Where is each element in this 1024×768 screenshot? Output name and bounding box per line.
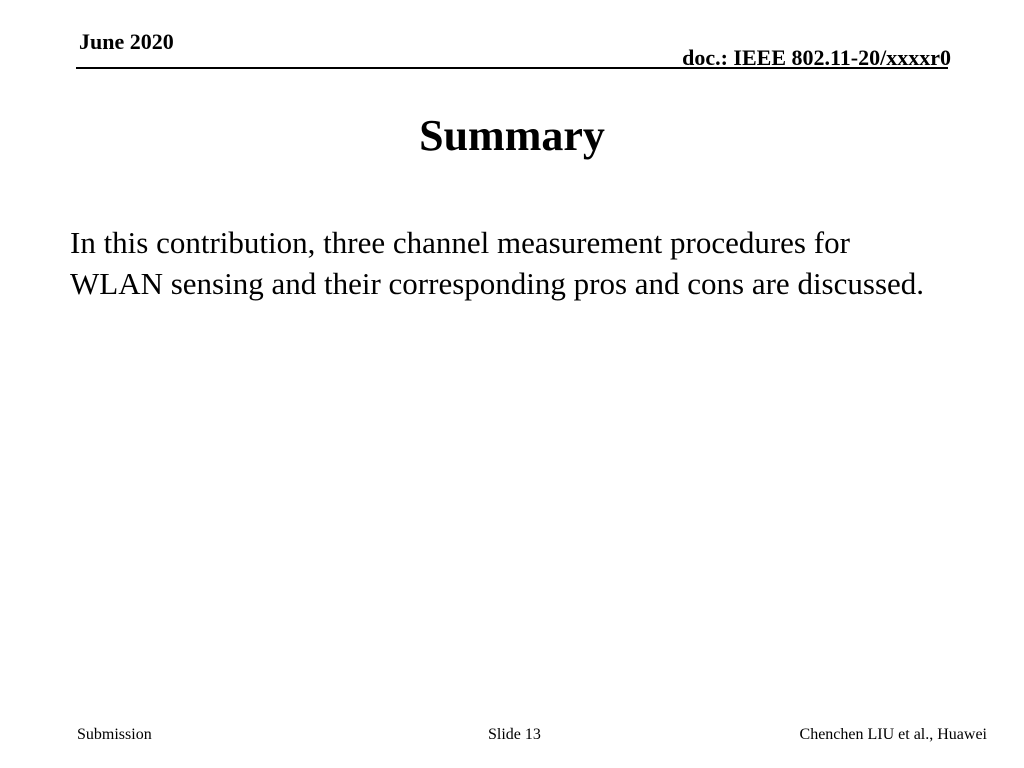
slide-body-text: In this contribution, three channel measurement procedures for WLAN sensing and their corresponding pros and cons are discussed. [70,225,925,301]
footer-submission: Submission [77,726,152,743]
slide-title: Summary [419,111,605,160]
header-date: June 2020 [79,29,174,54]
footer-slide-number: Slide 13 [488,726,541,743]
header-doc-id: doc.: IEEE 802.11-20/xxxxr0 [682,45,951,70]
header-divider [76,67,948,69]
footer-author: Chenchen LIU et al., Huawei [799,726,987,743]
